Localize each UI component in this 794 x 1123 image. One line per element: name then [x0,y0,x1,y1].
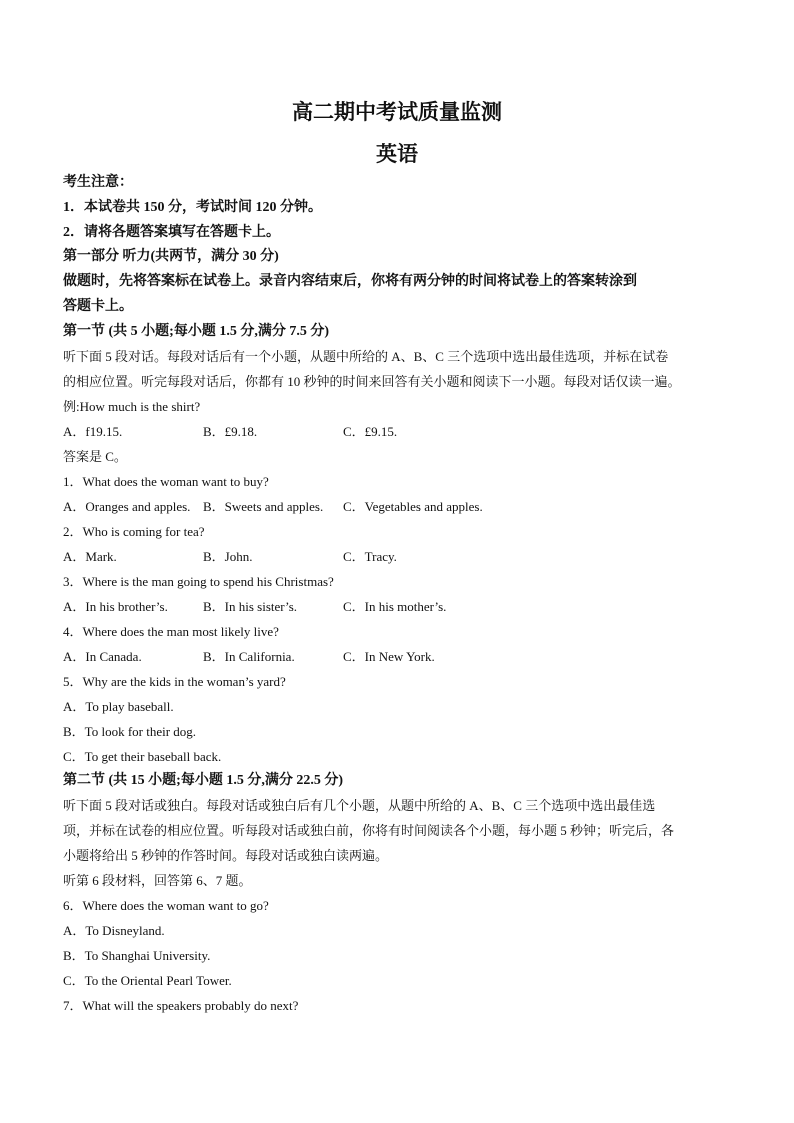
notice-item: 2．请将各题答案填写在答题卡上。 [63,225,280,240]
option-c: C．In his mother’s. [343,599,447,614]
option-c: C．To get their baseball back. [63,749,222,764]
question: 7．What will the speakers probably do next? [63,998,299,1013]
option-b: B．Sweets and apples. [203,499,324,514]
question: 5．Why are the kids in the woman’s yard? [63,674,286,689]
option-c: C．In New York. [343,649,435,664]
option-b: B．To Shanghai University. [63,948,211,963]
section2-instruction: 项，并标在试卷的相应位置。听每段对话或独白前，你将有时间阅读各个小题，每小题 5 秒钟；听完后，各 [63,823,675,838]
section1-instruction: 的相应位置。听完每段对话后，你都有 10 秒钟的时间来回答有关小题和阅读下一小题。每段对话仅读一遍。 [63,374,681,389]
notice-item: 1．本试卷共 150 分，考试时间 120 分钟。 [63,200,322,215]
question: 4．Where does the man most likely live? [63,624,279,639]
part1-heading: 第一部分 听力(共两节，满分 30 分) [63,249,279,264]
option-a: A．To play baseball. [63,699,174,714]
option-c: C．£9.15. [343,424,398,439]
option-b: B．To look for their dog. [63,724,197,739]
example-question: 例:How much is the shirt? [63,399,201,414]
option-a: A．In Canada. [63,649,142,664]
option-a: A．f19.15. [63,424,123,439]
option-a: A．Oranges and apples. [63,499,191,514]
option-b: B．£9.18. [203,424,258,439]
option-a: A．Mark. [63,549,117,564]
option-c: C．Tracy. [343,549,397,564]
option-c: C．Vegetables and apples. [343,499,483,514]
question: 2．Who is coming for tea? [63,524,205,539]
section1-heading: 第一节 (共 5 小题;每小题 1.5 分,满分 7.5 分) [63,324,329,339]
section2-heading: 第二节 (共 15 小题;每小题 1.5 分,满分 22.5 分) [63,773,343,788]
option-b: B．John. [203,549,253,564]
option-a: A．In his brother’s. [63,599,168,614]
option-a: A．To Disneyland. [63,923,165,938]
section1-instruction: 听下面 5 段对话。每段对话后有一个小题，从题中所给的 A、B、C 三个选项中选出最佳选项，并标在试卷 [63,349,669,364]
question: 6．Where does the woman want to go? [63,898,269,913]
section2-instruction: 听下面 5 段对话或独白。每段对话或独白后有几个小题，从题中所给的 A、B、C 三个选项中选出最佳选 [63,798,656,813]
part1-instruction: 答题卡上。 [63,299,133,314]
page-title: 高二期中考试质量监测 [292,100,502,124]
option-b: B．In his sister’s. [203,599,298,614]
question: 1．What does the woman want to buy? [63,474,269,489]
material-note: 听第 6 段材料，回答第 6、7 题。 [63,873,252,888]
subject-title: 英语 [376,142,418,166]
question: 3．Where is the man going to spend his Christmas? [63,574,334,589]
part1-instruction: 做题时，先将答案标在试卷上。录音内容结束后，你将有两分钟的时间将试卷上的答案转涂到 [63,274,637,289]
option-c: C．To the Oriental Pearl Tower. [63,973,232,988]
notice-heading: 考生注意： [63,175,133,190]
section2-instruction: 小题将给出 5 秒钟的作答时间。每段对话或独白读两遍。 [63,848,389,863]
option-b: B．In California. [203,649,295,664]
example-answer: 答案是 C。 [63,449,127,464]
